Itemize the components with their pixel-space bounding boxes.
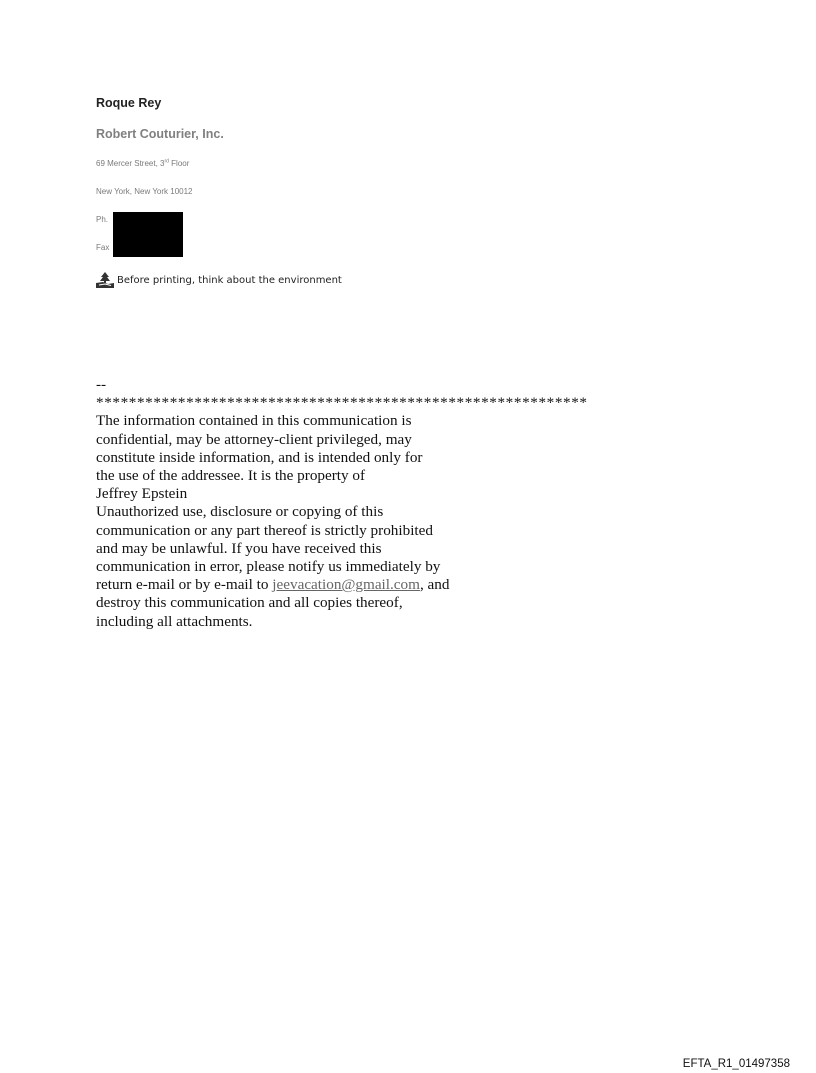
disclaimer-line: communication in error, please notify us immediately by bbox=[96, 558, 441, 576]
star-divider: ************************************************************ bbox=[96, 394, 588, 412]
disclaimer-line: confidential, may be attorney-client privileged, may bbox=[96, 430, 412, 448]
company-name: Robert Couturier, Inc. bbox=[96, 127, 224, 141]
city-address: New York, New York 10012 bbox=[96, 187, 193, 196]
sender-name: Roque Rey bbox=[96, 96, 162, 110]
phone-label: Ph. bbox=[96, 215, 109, 224]
disclaimer-line: The information contained in this communication is bbox=[96, 412, 412, 430]
email-prefix: return e-mail or by e-mail to bbox=[96, 576, 273, 594]
fax-label: Fax bbox=[96, 243, 110, 252]
eco-notice-text: Before printing, think about the environment bbox=[117, 274, 342, 286]
disclaimer-line: including all attachments. bbox=[96, 612, 253, 630]
eco-notice bbox=[96, 272, 342, 288]
disclaimer-line: constitute inside information, and is intended only for bbox=[96, 448, 423, 466]
street-address-main: 69 Mercer Street, 3 bbox=[96, 159, 165, 168]
disclaimer-line: destroy this communication and all copies thereof, bbox=[96, 594, 403, 612]
disclaimer-line: the use of the addressee. It is the property of bbox=[96, 467, 366, 485]
email-link[interactable]: jeevacation@gmail.com bbox=[272, 576, 420, 594]
street-address-suffix: rd bbox=[164, 158, 169, 165]
street-address bbox=[96, 159, 189, 168]
confidentiality-disclaimer bbox=[96, 376, 616, 631]
separator: -- bbox=[96, 376, 107, 393]
street-address-end: Floor bbox=[168, 159, 190, 168]
tree-icon bbox=[96, 272, 114, 288]
bates-number: EFTA_R1_01497358 bbox=[682, 1058, 790, 1070]
disclaimer-line: Jeffrey Epstein bbox=[96, 485, 188, 503]
disclaimer-line: Unauthorized use, disclosure or copying of this bbox=[96, 503, 384, 521]
disclaimer-email-line bbox=[96, 576, 616, 594]
disclaimer-line: and may be unlawful. If you have received this bbox=[96, 539, 382, 557]
redaction-box bbox=[113, 212, 183, 257]
disclaimer-line: communication or any part thereof is strictly prohibited bbox=[96, 521, 433, 539]
email-suffix: , and bbox=[419, 576, 450, 594]
